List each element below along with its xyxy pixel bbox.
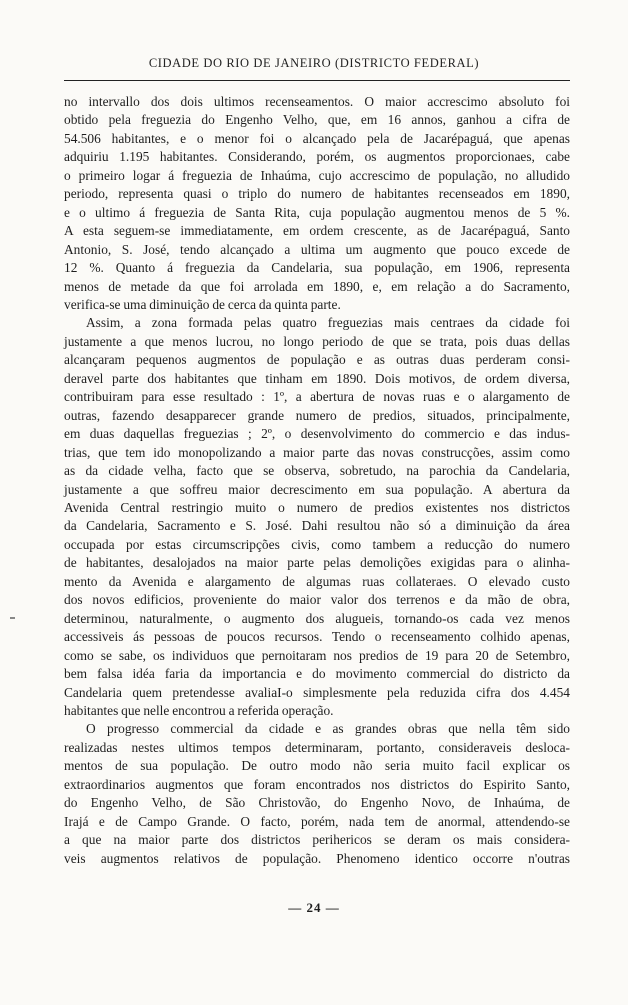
text-line: trias, que tem ido monopolizando a maior parte das novas construcções, assim como bbox=[64, 444, 570, 460]
text-line: de habitantes, desalojados na maior parte pelas demolições exigidas para o alinha- bbox=[64, 555, 570, 571]
text-line: occupada por estas circumscripções civis, como tambem a reducção do numero bbox=[64, 536, 570, 552]
text-line: em duas daquellas freguezias ; 2º, o desenvolvimento do commercio e das indus- bbox=[64, 426, 570, 442]
text-line: obtido pela freguezia do Engenho Velho, que, em 16 annos, ganhou a cifra de bbox=[64, 112, 570, 128]
text-line: e o ultimo á freguezia de Santa Rita, cuja população augmentou menos de 5 %. bbox=[64, 204, 570, 220]
text-line: a que na maior parte dos districtos perihericos se deram os mais considera- bbox=[64, 832, 570, 848]
text-line: deravel parte dos habitantes que tinham em 1890. Dois motivos, de ordem diversa, bbox=[64, 370, 570, 386]
text-line: justamente a que menos lucrou, no longo periodo de que se trata, pois duas dellas bbox=[64, 333, 570, 349]
margin-mark bbox=[10, 617, 15, 619]
text-line: Avenida Central restringio muito o numero de predios existentes nos districtos bbox=[64, 499, 570, 515]
text-line: 54.506 habitantes, e o menor foi o alcançado pela de Jacarépaguá, que apenas bbox=[64, 130, 570, 146]
text-line: veis augmentos relativos de população. Phenomeno identico occorre n'outras bbox=[64, 850, 570, 866]
text-line: as da cidade velha, facto que se observa, sobretudo, na parochia da Candelaria, bbox=[64, 463, 570, 479]
text-line: no intervallo dos dois ultimos recenseamentos. O maior accrescimo absoluto foi bbox=[64, 94, 570, 109]
text-line: realizadas nestes ultimos tempos determinaram, portanto, consideraveis desloca- bbox=[64, 739, 570, 755]
text-line: alcançaram pequenos augmentos de população e as outras duas perderam consi- bbox=[64, 352, 570, 368]
text-line: accessiveis ás pessoas de poucos recursos. Tendo o recenseamento colhido apenas, bbox=[64, 629, 570, 645]
page-number: — 24 — bbox=[288, 900, 340, 915]
text-line: Antonio, S. José, tendo alcançado a ultima um augmento que pouco excede de bbox=[64, 241, 570, 257]
text-line: verifica-se uma diminuição de cerca da quinta parte. bbox=[64, 296, 341, 312]
paragraph-1 bbox=[64, 93, 570, 314]
text-line: mento da Avenida e alargamento de algumas ruas collateraes. O elevado custo bbox=[64, 573, 570, 589]
text-line: contribuiram para esse resultado : 1º, a abertura de novas ruas e o alargamento de bbox=[64, 389, 570, 405]
text-line: adquiriu 1.195 habitantes. Considerando, porém, os augmentos proporcionaes, cabe bbox=[64, 149, 570, 165]
text-line: o primeiro logar á freguezia de Inhaúma, cujo accrescimo de população, no alludido bbox=[64, 167, 570, 183]
body-text bbox=[64, 93, 570, 868]
running-header: CIDADE DO RIO DE JANEIRO (DISTRICTO FEDERAL) bbox=[148, 56, 480, 70]
text-line: habitantes que nelle encontrou a referida operação. bbox=[64, 702, 334, 718]
text-line: A esta seguem-se immediatamente, em ordem crescente, as de Jacarépaguá, Santo bbox=[64, 223, 570, 239]
text-line: periodo, representa quasi o triplo do numero de habitantes recenseados em 1890, bbox=[64, 186, 570, 202]
text-line: como se sabe, os individuos que pernoitaram nos predios de 19 para 20 de Setembro, bbox=[64, 647, 570, 663]
text-line: Irajá e de Campo Grande. O facto, porém, nada tem de anormal, attendendo-se bbox=[64, 813, 570, 829]
text-line: Candelaria quem pretendesse avaliaI-o simplesmente pela reduzida cifra dos 4.454 bbox=[64, 684, 570, 700]
text-line: do Engenho Velho, de São Christovão, do Engenho Novo, de Inhaúma, de bbox=[64, 795, 570, 811]
text-line: Assim, a zona formada pelas quatro freguezias mais centraes da cidade foi bbox=[86, 315, 570, 331]
paragraph-2 bbox=[64, 314, 570, 720]
text-line: determinou, naturalmente, o augmento dos alugueis, tornando-os cada vez menos bbox=[64, 610, 570, 626]
text-line: bem falsa idéa faria da importancia e do movimento commercial do districto da bbox=[64, 666, 570, 682]
text-line: dos novos edificios, proveniente do maior valor dos terrenos e da mão de obra, bbox=[64, 592, 570, 608]
text-line: da Candelaria, Sacramento e S. José. Dahi resultou não só a diminuição da área bbox=[64, 518, 570, 534]
text-line: outras, fazendo desapparecer grande numero de predios, situados, principalmente, bbox=[64, 407, 570, 423]
text-line: 12 %. Quanto á freguezia da Candelaria, sua população, em 1906, representa bbox=[64, 260, 570, 276]
header-rule bbox=[64, 80, 570, 81]
text-line: mentos de sua população. De outro modo não seria muito facil explicar os bbox=[64, 758, 570, 774]
text-line: menos de metade da que foi arrolada em 1890, e, em relação a do Sacramento, bbox=[64, 278, 570, 294]
text-line: extraordinarios augmentos que foram encontrados nos districtos do Espirito Santo, bbox=[64, 776, 570, 792]
text-line: O progresso commercial da cidade e as grandes obras que nella têm sido bbox=[86, 721, 570, 737]
paragraph-3 bbox=[64, 720, 570, 868]
text-line: justamente a que soffreu maior decrescimento em sua população. A abertura da bbox=[64, 481, 570, 497]
